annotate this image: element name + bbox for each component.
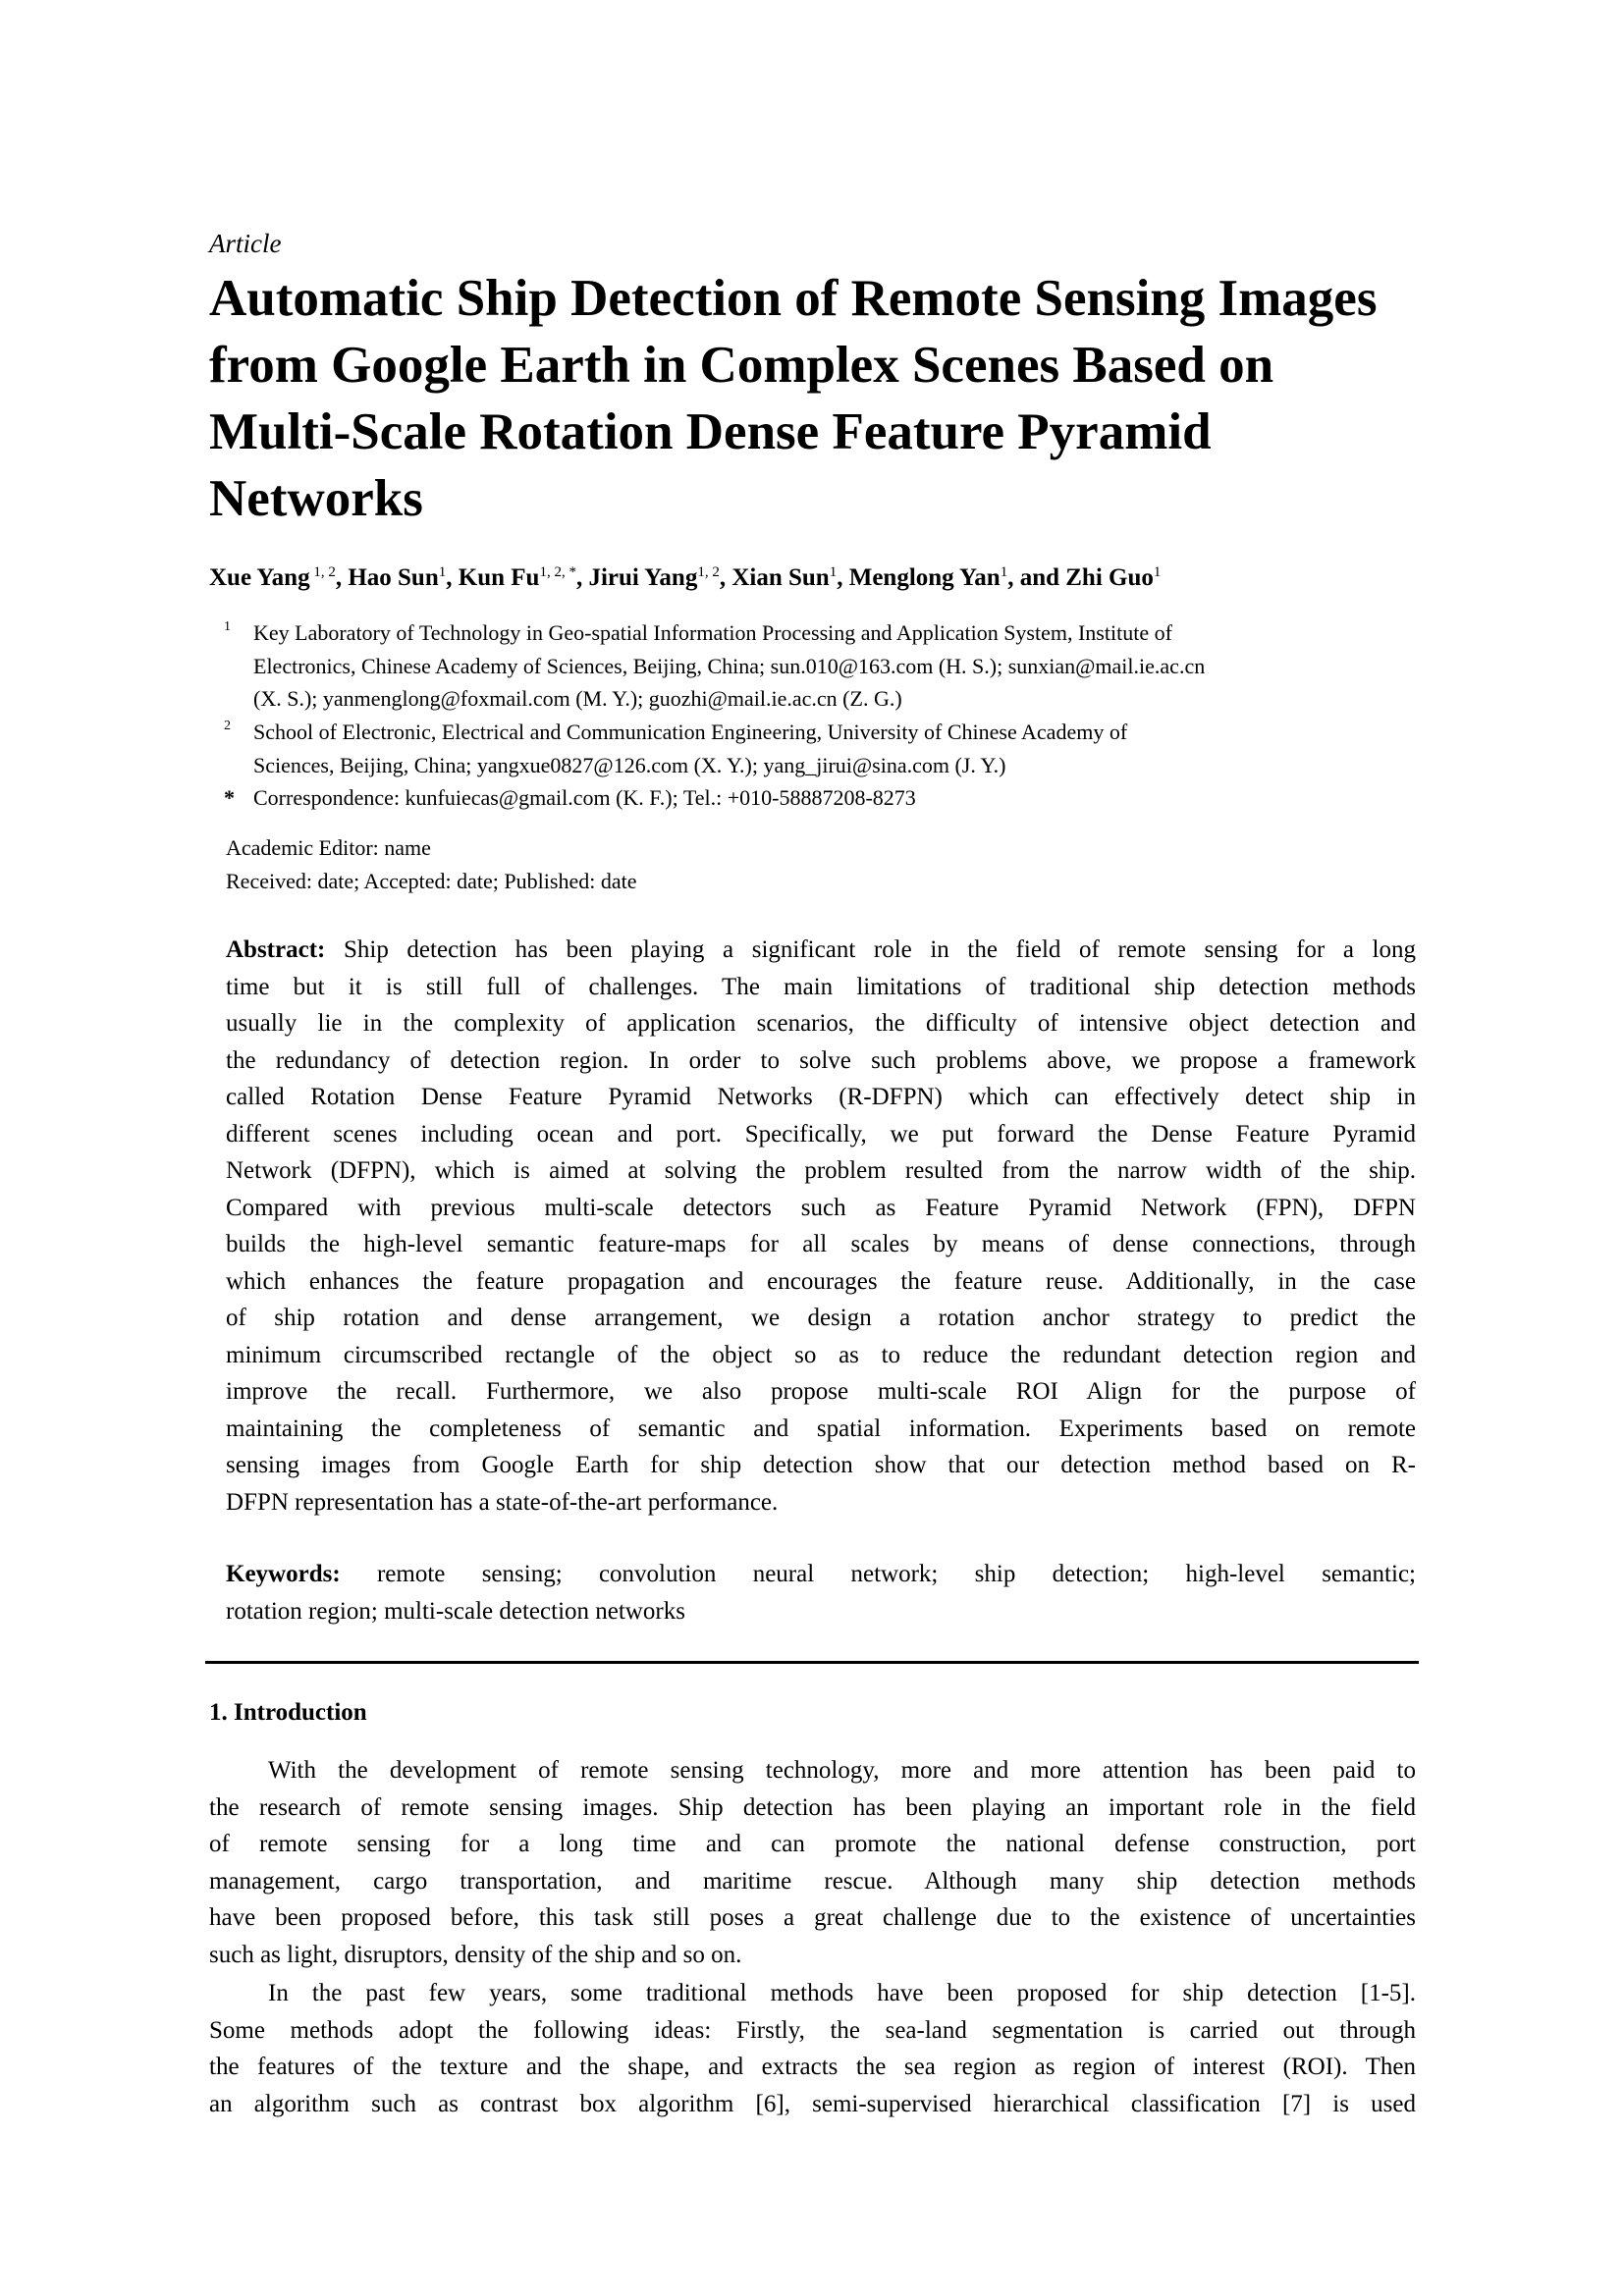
paper-title — [209, 265, 1427, 532]
abstract-line: builds the high-level semantic feature-maps for all scales by means of dense connections, through — [226, 1231, 1416, 1257]
author-separator: , — [719, 564, 732, 591]
abstract-line: the redundancy of detection region. In order to solve such problems above, we propose a framework — [226, 1046, 1416, 1074]
abstract-label: Abstract: — [226, 936, 326, 963]
publication-dates: Received: date; Accepted: date; Published: date — [226, 869, 637, 893]
paragraph-line: With the development of remote sensing technology, more and more attention has been paid to — [268, 1757, 1416, 1784]
keywords-label: Keywords: — [226, 1561, 341, 1587]
abstract-line: time but it is still full of challenges. The main limitations of traditional ship detection methods — [226, 973, 1416, 1000]
paragraph-line: the research of remote sensing images. Ship detection has been playing an important role in the field — [209, 1793, 1416, 1821]
author-separator: , — [575, 564, 589, 591]
author-list — [209, 564, 1161, 592]
abstract — [226, 932, 1416, 1521]
abstract-line: Compared with previous multi-scale detectors such as Feature Pyramid Network (FPN), DFPN — [226, 1194, 1416, 1221]
paragraph-line: such as light, disruptors, density of the ship and so on. — [209, 1941, 742, 1968]
author-affiliation-marker: 1 — [829, 564, 838, 580]
abstract-line: maintaining the completeness of semantic and spatial information. Experiments based on remote — [226, 1415, 1416, 1442]
keywords-line: rotation region; multi-scale detection networks — [226, 1597, 685, 1625]
abstract-line: sensing images from Google Earth for ship detection show that our detection method based on R- — [226, 1452, 1416, 1478]
author-separator: , — [446, 564, 459, 591]
section-heading: 1. Introduction — [209, 1699, 367, 1726]
article-type-label: Article — [209, 229, 282, 258]
author-name: Zhi Guo — [1065, 564, 1154, 591]
abstract-line: Network (DFPN), which is aimed at solving the problem resulted from the narrow width of the ship. — [226, 1157, 1416, 1184]
abstract-line: usually lie in the complexity of application scenarios, the difficulty of intensive object detection and — [226, 1010, 1416, 1037]
title-line: Multi-Scale Rotation Dense Feature Pyramid — [209, 403, 1212, 460]
paragraph-line: management, cargo transportation, and maritime rescue. Although many ship detection methods — [209, 1867, 1416, 1895]
correspondence-line: Correspondence: kunfuiecas@gmail.com (K. F.); Tel.: +010-58887208-8273 — [253, 785, 916, 810]
title-line: Automatic Ship Detection of Remote Sensing Images — [209, 270, 1378, 327]
affiliation-line: Electronics, Chinese Academy of Sciences, Beijing, China; sun.010@163.com (H. S.); sunxian@mail.ie.ac.cn — [253, 653, 1206, 678]
paragraph-line: have been proposed before, this task still poses a great challenge due to the existence of uncertainties — [209, 1904, 1416, 1931]
abstract-line: Ship detection has been playing a significant role in the field of remote sensing for a long — [325, 936, 1416, 963]
author-affiliation-marker: 1 — [1000, 564, 1008, 580]
intro-paragraph-1 — [209, 1752, 1416, 1973]
abstract-line: different scenes including ocean and port. Specifically, we put forward the Dense Feature Pyramid — [226, 1120, 1416, 1148]
author-affiliation-marker: 1, 2, * — [539, 564, 576, 580]
author-name: Xue Yang — [209, 564, 310, 591]
section-divider — [205, 1661, 1419, 1664]
affiliation-marker: 1 — [224, 619, 231, 634]
correspondence-marker: * — [224, 785, 235, 810]
affiliation-line: (X. S.); yanmenglong@foxmail.com (M. Y.); guozhi@mail.ie.ac.cn (Z. G.) — [253, 686, 902, 711]
author-affiliation-marker: 1 — [1153, 564, 1162, 580]
author-name: Menglong Yan — [848, 564, 1001, 591]
abstract-line: minimum circumscribed rectangle of the object so as to reduce the redundant detection region and — [226, 1341, 1416, 1368]
author-name: Hao Sun — [348, 564, 439, 591]
paragraph-line: In the past few years, some traditional methods have been proposed for ship detection [1-5]. — [268, 1980, 1416, 2006]
title-line: from Google Earth in Complex Scenes Based on — [209, 337, 1274, 394]
keywords-line: remote sensing; convolution neural network; ship detection; high-level semantic; — [340, 1561, 1416, 1587]
paragraph-line: an algorithm such as contrast box algorithm [6], semi-supervised hierarchical classification [7] is used — [209, 2090, 1416, 2117]
affiliation-line: Key Laboratory of Technology in Geo-spatial Information Processing and Application System, Institute of — [253, 620, 1172, 645]
abstract-line: called Rotation Dense Feature Pyramid Networks (R-DFPN) which can effectively detect ship in — [226, 1084, 1416, 1110]
abstract-line: DFPN representation has a state-of-the-art performance. — [226, 1488, 779, 1516]
abstract-line: of ship rotation and dense arrangement, we design a rotation anchor strategy to predict the — [226, 1305, 1416, 1331]
abstract-line: improve the recall. Furthermore, we also propose multi-scale ROI Align for the purpose of — [226, 1378, 1416, 1405]
title-line: Networks — [209, 470, 423, 527]
author-name: Kun Fu — [458, 564, 540, 591]
author-separator: , and — [1007, 564, 1066, 591]
author-affiliation-marker: 1, 2 — [309, 564, 336, 580]
keywords — [226, 1556, 1416, 1629]
affiliation-line: Sciences, Beijing, China; yangxue0827@126.com (X. Y.); yang_jirui@sina.com (J. Y.) — [253, 752, 1006, 777]
author-affiliation-marker: 1 — [438, 564, 447, 580]
paragraph-line: of remote sensing for a long time and can promote the national defense construction, port — [209, 1831, 1416, 1857]
author-affiliation-marker: 1, 2 — [697, 564, 720, 580]
intro-paragraph-2 — [209, 1975, 1416, 2122]
affiliation-line: School of Electronic, Electrical and Communication Engineering, University of Chinese Academy of — [253, 720, 1128, 744]
author-separator: , — [335, 564, 349, 591]
paragraph-line: the features of the texture and the shape, and extracts the sea region as region of interest (ROI). Then — [209, 2054, 1416, 2080]
author-name: Jirui Yang — [588, 564, 698, 591]
academic-editor: Academic Editor: name — [226, 835, 431, 860]
abstract-line: which enhances the feature propagation and encourages the feature reuse. Additionally, in the case — [226, 1267, 1416, 1295]
author-separator: , — [837, 564, 849, 591]
paragraph-line: Some methods adopt the following ideas: Firstly, the sea-land segmentation is carried out through — [209, 2016, 1416, 2044]
author-name: Xian Sun — [731, 564, 830, 591]
affiliation-marker: 2 — [224, 719, 231, 733]
